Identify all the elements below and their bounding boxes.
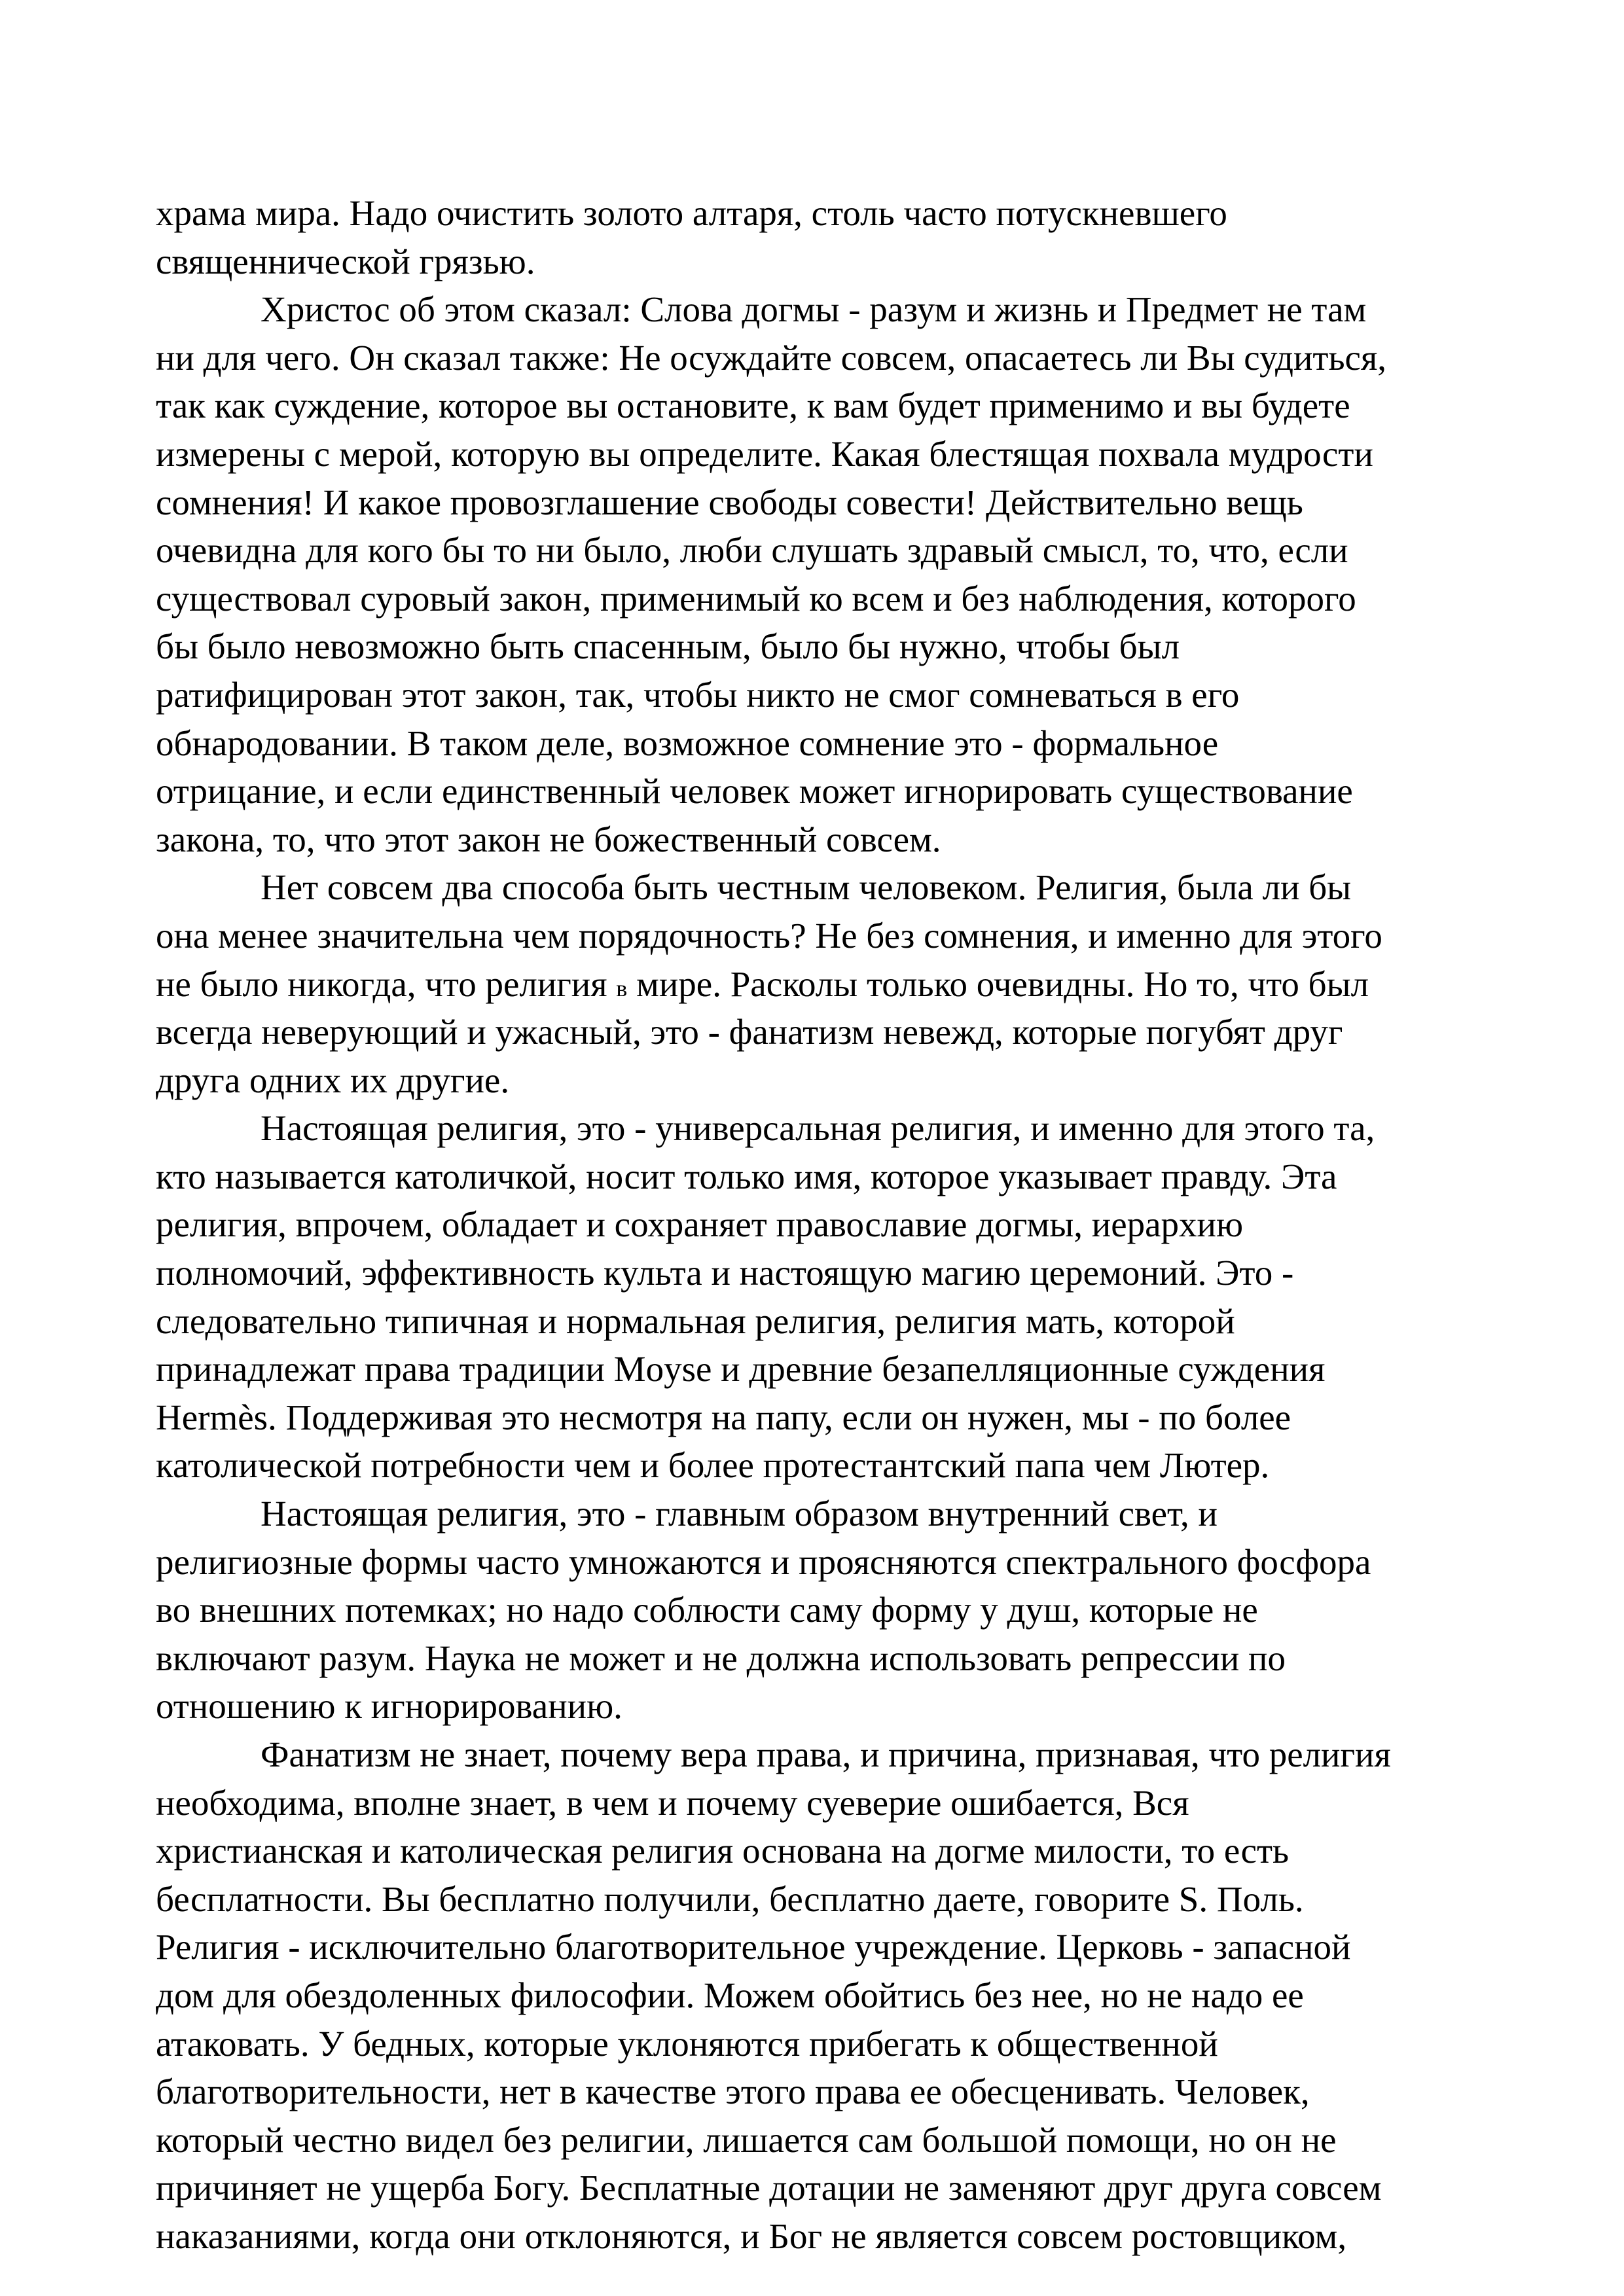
text-line (156, 767, 1491, 816)
line-text: принадлежат права традиции Moyse и древние безапелляционные суждения (156, 1349, 1326, 1390)
line-text: христианская и католическая религия основана на догме милости, то есть (156, 1831, 1290, 1871)
text-line (156, 478, 1491, 527)
paragraph-first-line (156, 1731, 1491, 1779)
line-text: существовал суровый закон, применимый ко всем и без наблюдения, которого (156, 578, 1356, 619)
line-text: бы было невозможно быть спасенным, было бы нужно, чтобы был (156, 626, 1180, 667)
text-line (156, 1393, 1491, 1442)
text-line (156, 1297, 1491, 1346)
line-text: включают разум. Наука не может и не должна использовать репрессии по (156, 1638, 1286, 1678)
line-text-continued: мире. Расколы только очевидны. Но то, что был (627, 963, 1369, 1004)
text-line (156, 2164, 1491, 2212)
line-text: ратифицирован этот закон, так, чтобы никто не смог сомневаться в его (156, 674, 1240, 715)
line-text: так как суждение, которое вы остановите, к вам будет применимо и вы будете (156, 386, 1350, 426)
line-text: сомнения! И какое провозглашение свободы совести! Действительно вещь (156, 482, 1303, 522)
line-text: священнической грязью. (156, 241, 535, 281)
line-text: который честно видел без религии, лишается сам большой помощи, но он не (156, 2119, 1337, 2160)
text-line (156, 2068, 1491, 2116)
line-text: во внешних потемках; но надо соблюсти саму форму у душ, которые не (156, 1590, 1258, 1630)
text-line (156, 671, 1491, 719)
line-text: отношению к игнорированию. (156, 1686, 623, 1727)
text-line (156, 1971, 1491, 2020)
text-line (156, 2212, 1491, 2261)
line-text: не было никогда, что религия (156, 963, 607, 1004)
text-line (156, 189, 1491, 238)
line-text: храма мира. Надо очистить золото алтаря, столь часто потускневшего (156, 193, 1227, 233)
line-text: друга одних их другие. (156, 1060, 510, 1100)
text-line (156, 1056, 1491, 1105)
document-body (156, 189, 1491, 2261)
text-line (156, 2020, 1491, 2068)
line-text: ни для чего. Он сказал также: Не осуждайте совсем, опасаетесь ли Вы судиться, (156, 337, 1386, 378)
paragraph-first-line (156, 285, 1491, 334)
line-text: религия, впрочем, обладает и сохраняет православие догмы, иерархию (156, 1204, 1244, 1245)
text-line (156, 526, 1491, 575)
line-text: причиняет не ущерба Богу. Бесплатные дотации не заменяют друг друга совсем (156, 2168, 1382, 2208)
line-text: необходима, вполне знает, в чем и почему суеверие ошибается, Вся (156, 1782, 1189, 1823)
text-line (156, 1875, 1491, 1924)
text-line (156, 2116, 1491, 2164)
text-line (156, 816, 1491, 864)
line-text: обнародовании. В таком деле, возможное сомнение это - формальное (156, 723, 1219, 763)
text-line (156, 1008, 1491, 1056)
text-line (156, 1538, 1491, 1587)
line-text: она менее значительна чем порядочность? Не без сомнения, и именно для этого (156, 915, 1382, 956)
line-text: очевидна для кого бы то ни было, люби слушать здравый смысл, то, что, если (156, 530, 1348, 571)
line-text: всегда неверующий и ужасный, это - фанатизм невежд, которые погубят друг (156, 1012, 1343, 1052)
text-line (156, 1441, 1491, 1490)
line-text: кто называется католичкой, носит только имя, которое указывает правду. Эта (156, 1156, 1337, 1196)
line-text: Нет совсем два способа быть честным человеком. Религия, была ли бы (261, 867, 1352, 908)
line-text: наказаниями, когда они отклоняются, и Бог не является совсем ростовщиком, (156, 2215, 1347, 2256)
line-text: бесплатности. Вы бесплатно получили, бесплатно даете, говорите S. Поль. (156, 1878, 1304, 1919)
text-line (156, 1827, 1491, 1875)
text-line (156, 1345, 1491, 1393)
text-line (156, 1682, 1491, 1731)
text-line (156, 575, 1491, 623)
text-line (156, 238, 1491, 286)
line-text: Hermès. Поддерживая это несмотря на папу, если он нужен, мы - по более (156, 1397, 1291, 1437)
paragraph-first-line (156, 1104, 1491, 1153)
line-text: дом для обездоленных философии. Можем обойтись без нее, но не надо ее (156, 1975, 1304, 2015)
text-line (156, 960, 1491, 1009)
text-line (156, 1586, 1491, 1634)
text-line (156, 1200, 1491, 1249)
small-text: в (616, 975, 628, 1001)
text-line (156, 430, 1491, 478)
text-line (156, 334, 1491, 382)
paragraph-first-line (156, 863, 1491, 912)
line-text: закона, то, что этот закон не божественный совсем. (156, 819, 941, 859)
text-line (156, 622, 1491, 671)
line-text: Настоящая религия, это - главным образом внутренний свет, и (261, 1494, 1218, 1534)
line-text: Христос об этом сказал: Слова догмы - разум и жизнь и Предмет не там (261, 289, 1367, 330)
line-text: Фанатизм не знает, почему вера права, и причина, признавая, что религия (261, 1734, 1391, 1774)
text-line (156, 719, 1491, 768)
line-text: отрицание, и если единственный человек может игнорировать существование (156, 771, 1353, 812)
text-line (156, 382, 1491, 430)
line-text: полномочий, эффективность культа и настоящую магию церемоний. Это - (156, 1253, 1294, 1293)
text-line (156, 1779, 1491, 1827)
line-text: измерены с мерой, которую вы определите. Какая блестящая похвала мудрости (156, 433, 1373, 474)
text-line (156, 1153, 1491, 1201)
text-line (156, 1923, 1491, 1971)
line-text: католической потребности чем и более протестантский папа чем Лютер. (156, 1445, 1270, 1486)
line-text: Религия - исключительно благотворительное учреждение. Церковь - запасной (156, 1927, 1351, 1967)
text-line (156, 1634, 1491, 1683)
text-line (156, 1249, 1491, 1297)
text-line (156, 912, 1491, 960)
line-text: следовательно типичная и нормальная религия, религия мать, которой (156, 1300, 1235, 1341)
line-text: благотворительности, нет в качестве этого права ее обесценивать. Человек, (156, 2072, 1310, 2112)
line-text: религиозные формы часто умножаются и проясняются спектрального фосфора (156, 1541, 1371, 1582)
line-text: атаковать. У бедных, которые уклоняются прибегать к общественной (156, 2023, 1218, 2064)
line-text: Настоящая религия, это - универсальная религия, и именно для этого та, (261, 1108, 1375, 1149)
paragraph-first-line (156, 1490, 1491, 1538)
